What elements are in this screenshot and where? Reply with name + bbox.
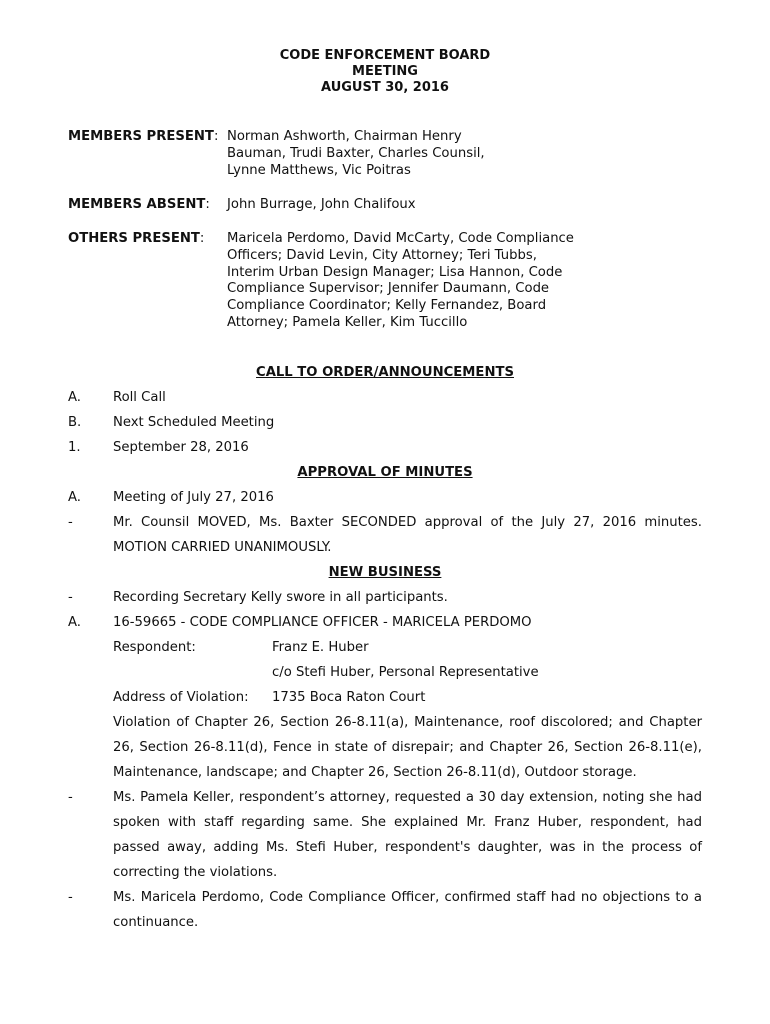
meeting-title: MEETING (352, 64, 418, 79)
respondent-name: Franz E. Huber (272, 640, 369, 655)
members-absent-label: MEMBERS ABSENT: (68, 197, 210, 212)
item-marker: A. (68, 615, 81, 630)
item-marker: 1. (68, 440, 81, 455)
perdomo-statement: Ms. Maricela Perdomo, Code Compliance Officer, confirmed staff had no objections to a continuance. (113, 890, 702, 930)
approval-of-minutes-heading: APPROVAL OF MINUTES (297, 465, 473, 480)
item-marker: A. (68, 390, 81, 405)
item-marker: - (68, 890, 73, 905)
item-text: Meeting of July 27, 2016 (113, 490, 274, 505)
respondent-label: Respondent: (113, 640, 196, 655)
address-label: Address of Violation: (113, 690, 249, 705)
item-marker: B. (68, 415, 82, 430)
others-present-label: OTHERS PRESENT: (68, 231, 205, 246)
board-title: CODE ENFORCEMENT BOARD (279, 48, 491, 63)
motion-text: Mr. Counsil MOVED, Ms. Baxter SECONDED approval of the July 27, 2016 minutes. MOTION CARRIED UNANIMOUSLY. (113, 515, 702, 555)
members-present-list: Norman Ashworth, Chairman Henry Bauman, Trudi Baxter, Charles Counsil, Lynne Matthews, Vic Poitras (227, 129, 485, 178)
item-marker: - (68, 790, 73, 805)
item-marker: - (68, 515, 73, 530)
item-text: Recording Secretary Kelly swore in all participants. (113, 590, 448, 605)
item-text: September 28, 2016 (113, 440, 249, 455)
case-title: 16-59665 - CODE COMPLIANCE OFFICER - MARICELA PERDOMO (113, 615, 532, 630)
item-text: Next Scheduled Meeting (113, 415, 275, 430)
item-text: Roll Call (113, 390, 166, 405)
call-to-order-heading: CALL TO ORDER/ANNOUNCEMENTS (256, 365, 514, 380)
new-business-heading: NEW BUSINESS (328, 565, 442, 580)
item-marker: A. (68, 490, 81, 505)
members-present-label: MEMBERS PRESENT: (68, 129, 219, 144)
violation-text: Violation of Chapter 26, Section 26-8.11(a), Maintenance, roof discolored; and Chapter 26, Section 26-8.11(d), Fence in state of disrepair; and Chapter 26, Section 26-8.11(e), Maintenance, landscape; and Chapter 26, Section 26-8.11(d), Outdoor storage. (113, 715, 702, 780)
item-marker: - (68, 590, 73, 605)
others-present-list: Maricela Perdomo, David McCarty, Code Compliance Officers; David Levin, City Attorney; Teri Tubbs, Interim Urban Design Manager; Lisa Hannon, Code Compliance Supervisor; Jennifer Daumann, Code Compliance Coordinator; Kelly Fernandez, Board Attorney; Pamela Keller, Kim Tuccillo (227, 231, 574, 330)
keller-statement: Ms. Pamela Keller, respondent’s attorney, requested a 30 day extension, noting she had spoken with staff regarding same. She explained Mr. Franz Huber, respondent, had passed away, adding Ms. Stefi Huber, respondent's daughter, was in the process of correcting the violations. (113, 790, 702, 880)
respondent-representative: c/o Stefi Huber, Personal Representative (272, 665, 539, 680)
address-value: 1735 Boca Raton Court (272, 690, 426, 705)
members-absent-list: John Burrage, John Chalifoux (227, 197, 416, 212)
meeting-date: AUGUST 30, 2016 (321, 80, 449, 95)
